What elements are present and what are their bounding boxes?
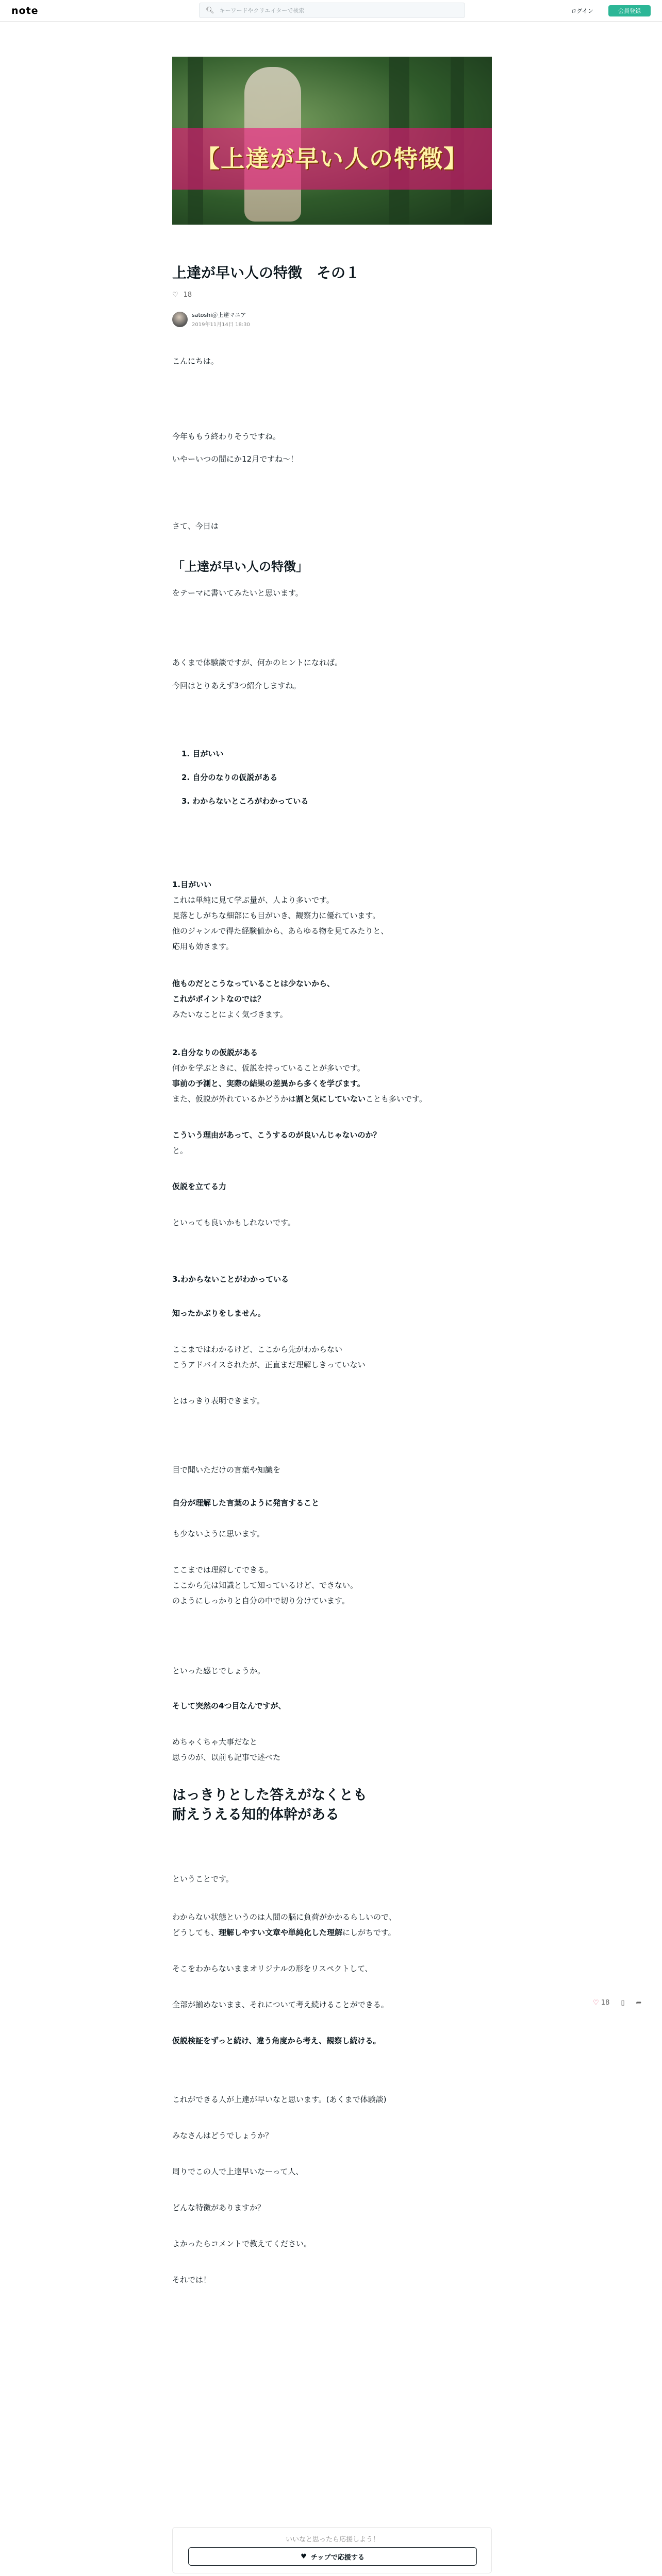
body-line: 他ものだとこうなっていることは少ないから、 [172, 979, 335, 988]
body-line: 全部が揃めないまま、それについて考え続けることができる。 [172, 2000, 389, 2009]
author-name[interactable]: satoshi＠上達マニア [192, 312, 246, 318]
login-button[interactable]: ログイン [571, 8, 593, 14]
note-logo[interactable]: note [11, 5, 39, 16]
body-line: それでは！ [172, 2275, 211, 2284]
body-line: ここまでは理解してできる。 [172, 1565, 273, 1574]
body-line: これができる人が上達が早いなと思います。(あくまで体験談) [172, 2095, 387, 2104]
body-line: どんな特徴がありますか？ [172, 2203, 266, 2212]
body-line: 仮説検証をずっと続け、違う角度から考え、観察し続ける。 [172, 2036, 381, 2045]
tip-button-label: チップで応援する [310, 2553, 365, 2562]
body-line: いやーいつの間にか12月ですね〜！ [172, 454, 299, 464]
section-heading: 「上達が早い人の特徴」 [172, 560, 308, 574]
ordered-list-item: 3. わからないところがわかっている [181, 796, 309, 806]
body-line: どうしても、理解しやすい文章や単純化した理解にしがちです。 [172, 1928, 396, 1937]
avatar[interactable] [172, 312, 188, 327]
heart-icon[interactable]: ♡ [172, 291, 178, 299]
body-line: 周りでこの人で上達早いなーって人、 [172, 2167, 304, 2176]
body-line: そして突然の4つ目なんですが、 [172, 1701, 286, 1710]
body-line: これがポイントなのでは？ [172, 994, 266, 1004]
heart-icon[interactable]: ♡ [593, 1999, 599, 2007]
body-line: ここから先は知識として知っているけど、できない。 [172, 1581, 358, 1590]
body-line: をテーマに書いてみたいと思います。 [172, 588, 303, 598]
body-line: みたいなことによく気づきます。 [172, 1010, 288, 1019]
support-box [172, 2527, 492, 2573]
search-box[interactable] [199, 3, 465, 18]
float-like-count: 18 [601, 1999, 610, 2007]
share-icon[interactable]: ➦ [636, 1999, 642, 2007]
body-line: よかったらコメントで教えてください。 [172, 2239, 312, 2248]
ordered-list-item: 2. 自分のなりの仮説がある [181, 773, 278, 782]
body-line: 思うのが、以前も記事で述べた [172, 1753, 281, 1762]
bookmark-icon[interactable]: ▯ [621, 1999, 625, 2007]
floating-action-bar [593, 1999, 641, 2007]
search-icon: 🔍︎ [206, 6, 214, 14]
author-row[interactable] [172, 311, 250, 328]
body-line: さて、今日は [172, 521, 219, 531]
tip-button[interactable] [188, 2547, 477, 2566]
eyecatch-text: 【上達が早い人の特徴】 [196, 145, 468, 173]
body-line: とはっきり表明できます。 [172, 1396, 264, 1405]
like-count-top[interactable] [172, 291, 192, 299]
heart-icon: ♥ [301, 2552, 307, 2561]
body-line: 事前の予測と、実際の結果の差異から多くを学びます。 [172, 1079, 365, 1088]
subsection-heading: 1.目がいい [172, 880, 212, 889]
subsection-heading: 3.わからないことがわかっている [172, 1275, 289, 1284]
body-line: あくまで体験談ですが、何かのヒントになれば。 [172, 658, 343, 667]
body-line: 応用も効きます。 [172, 942, 234, 951]
body-line: といっても良いかもしれないです。 [172, 1218, 295, 1227]
signup-button[interactable]: 会員登録 [608, 5, 651, 16]
body-line: 他のジャンルで得た経験値から、あらゆる物を見てみたりと、 [172, 926, 389, 936]
body-line: といった感じでしょうか。 [172, 1666, 266, 1675]
body-line: 何かを学ぶときに、仮説を持っていることが多いです。 [172, 1063, 365, 1073]
subsection-heading: 2.自分なりの仮説がある [172, 1048, 258, 1057]
emphasis-heading: 耐えうえる知的体幹がある [172, 1807, 339, 1823]
body-line: 仮説を立てる力 [172, 1182, 227, 1191]
article-title: 上達が早い人の特徴 その１ [172, 264, 360, 281]
body-line: 自分が理解した言葉のように発言すること [172, 1498, 320, 1507]
body-line: こういう理由があって、こうするのが良いんじゃないのか？ [172, 1130, 381, 1140]
emphasis-heading: はっきりとした答えがなくとも [172, 1787, 367, 1803]
body-line: みなさんはどうでしょうか？ [172, 2131, 273, 2140]
body-line: も少ないように思います。 [172, 1529, 264, 1538]
body-line: のようにしっかりと自分の中で切り分けています。 [172, 1596, 350, 1605]
search-placeholder: キーワードやクリエイターで検索 [219, 7, 305, 14]
eyecatch-image [172, 57, 492, 225]
body-line: 目で聞いただけの言葉や知識を [172, 1465, 281, 1475]
body-line: 見落としがちな細部にも目がいき、観察力に優れています。 [172, 911, 380, 920]
float-like[interactable] [593, 1999, 609, 2007]
body-line: こうアドバイスされたが、正直まだ理解しきっていない [172, 1360, 366, 1369]
body-line: 知ったかぶりをしません。 [172, 1309, 266, 1318]
body-line: めちゃくちゃ大事だなと [172, 1737, 258, 1747]
support-label: いいなと思ったら応援しよう！ [285, 2536, 379, 2544]
body-line: と。 [172, 1146, 188, 1155]
body-line: また、仮説が外れているかどうかは割と気にしていないことも多いです。 [172, 1094, 427, 1104]
publish-date: 2019年11月14日 18:30 [192, 322, 250, 328]
body-line: こんにちは。 [172, 357, 219, 366]
body-line: 今年ももう終わりそうですね。 [172, 432, 281, 441]
like-count: 18 [183, 291, 192, 299]
body-line: そこをわからないままオリジナルの形をリスペクトして、 [172, 1964, 373, 1973]
body-line: ここまではわかるけど、ここから先がわからない [172, 1345, 343, 1354]
body-line: これは単純に見て学ぶ量が、人より多いです。 [172, 895, 334, 905]
body-line: わからない状態というのは人間の脳に負荷がかかるらしいので、 [172, 1912, 396, 1922]
body-line: ということです。 [172, 1874, 234, 1884]
ordered-list-item: 1. 目がいい [181, 749, 224, 758]
body-line: 今回はとりあえず3つ紹介しますね。 [172, 681, 301, 690]
